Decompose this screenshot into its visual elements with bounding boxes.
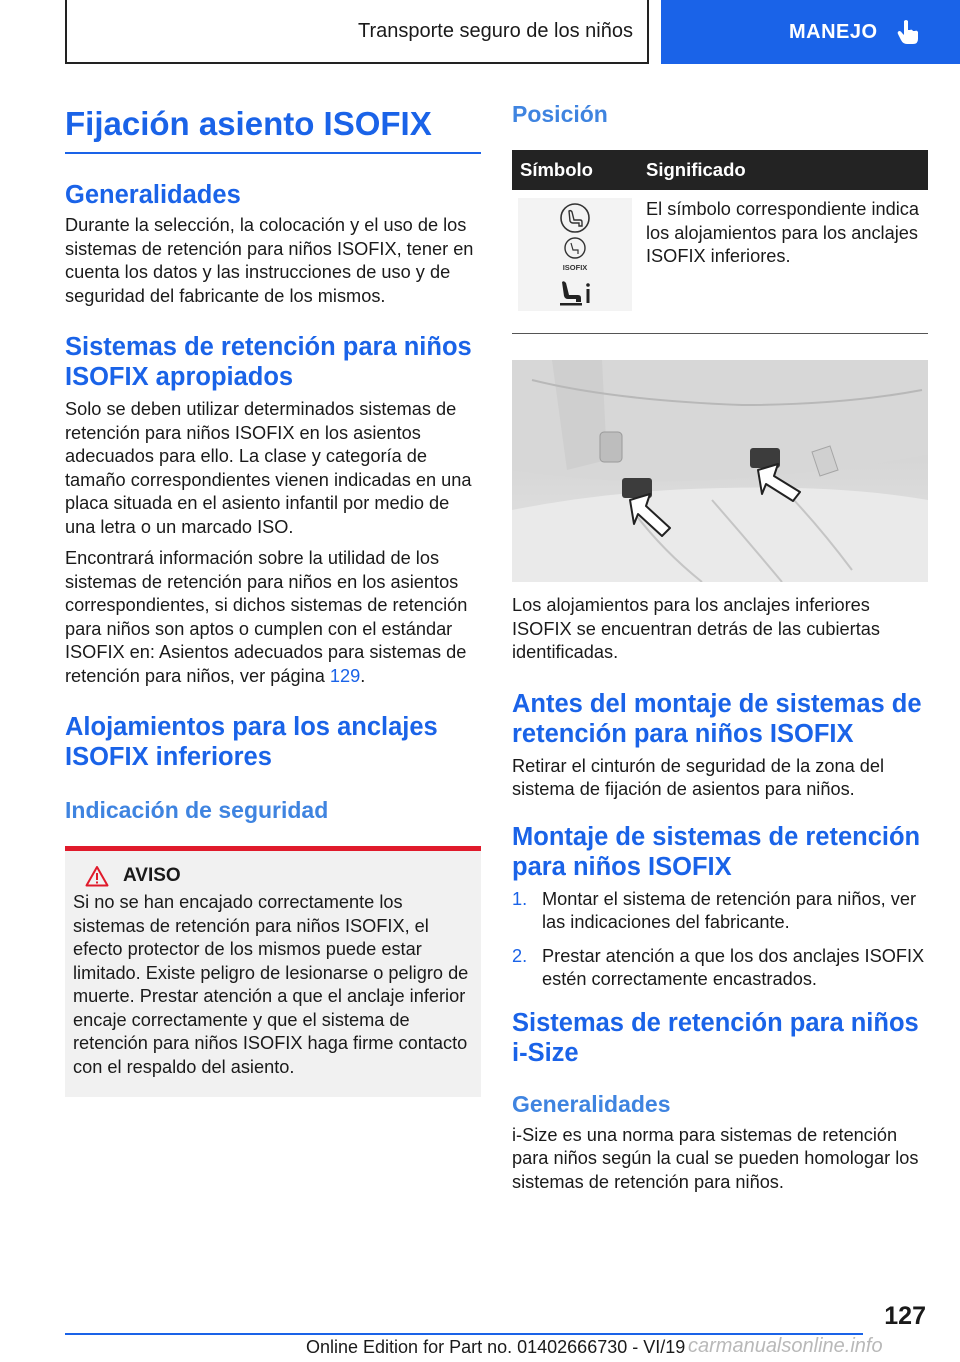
page-title: Fijación asiento ISOFIX (65, 104, 481, 154)
montaje-steps (512, 888, 928, 992)
page-link-129[interactable]: 129 (329, 665, 361, 686)
chapter-tab[interactable] (661, 0, 960, 64)
photo-caption: Los alojamientos para los anclajes inferiores ISOFIX se encuentran detrás de las cubiertas identificadas. (512, 595, 880, 662)
paragraph-antes: Retirar el cinturón de seguridad de la zona del sistema de fijación de asientos para niños. (512, 755, 885, 799)
warning-triangle-icon (85, 865, 109, 887)
heading-apropiados: Sistemas de retención para niños ISOFIX apropiados (65, 333, 472, 391)
paragraph-text: Encontrará información sobre la utilidad de los sistemas de retención para niños en los asientos correspondientes, si dichos sistemas de retención para niños son aptos o cumplen con el estándar ISOFIX en: Asientos adecuados para sistemas de retención para niños, ver página (65, 548, 468, 686)
section-title: Transporte seguro de los niños (358, 19, 633, 42)
table-header-symbol: Símbolo (512, 150, 638, 190)
table-bottom-rule (512, 333, 928, 334)
symbol-cell (512, 190, 638, 321)
paragraph-end: . (360, 665, 366, 686)
list-item (512, 888, 928, 935)
heading-posicion: Posición (512, 101, 608, 127)
isofix-seat-photo (512, 360, 928, 582)
footer-edition: Online Edition for Part no. 01402666730 - VI/19 (306, 1337, 686, 1357)
left-column (65, 104, 481, 1097)
warning-text: Si no se han encajado correctamente los sistemas de retención para niños ISOFIX, el efecto protector de los mismos puede estar limitado. Existe peligro de lesionarse o peligro de muerte. Prestar atención a que el anclaje inferior encaje correctamente y que el sistema de retención para niños ISOFIX haga firme contacto con el respaldo del asiento. (73, 892, 469, 1077)
rear-seat-illustration (512, 360, 928, 582)
warning-title: AVISO (123, 865, 181, 886)
paragraph-apropiados-1: Solo se deben utilizar determinados sistemas de retención para niños ISOFIX en los asientos adecuados para ello. La clase y categoría de tamaño correspondientes vienen indicadas en una placa situada en el asiento infantil por medio de una letra o un marcado ISO. (65, 399, 472, 537)
paragraph-apropiados-2 (65, 547, 481, 688)
heading-alojamientos: Alojamientos para los anclajes ISOFIX inferiores (65, 713, 438, 771)
isofix-label: ISOFIX (562, 263, 588, 272)
paragraph-isize: i-Size es una norma para sistemas de retención para niños según la cual se pueden homologar los sistemas de retención para niños. (512, 1124, 919, 1192)
meaning-cell: El símbolo correspondiente indica los alojamientos para los anclajes ISOFIX inferiores. (646, 199, 919, 266)
subheading-isize-generalidades: Generalidades (512, 1090, 671, 1117)
paragraph-generalidades: Durante la selección, la colocación y el uso de los sistemas de retención para niños ISOFIX, tener en cuenta los datos y las instrucciones de uso y de seguridad del fabricante de los mismos. (65, 215, 474, 306)
list-item (512, 945, 928, 992)
heading-antes: Antes del montaje de sistemas de retención para niños ISOFIX (512, 689, 922, 748)
isofix-symbols-icon (518, 198, 632, 311)
step-text: Montar el sistema de retención para niños, ver las indicaciones del fabricante. (542, 888, 917, 932)
header-section-title-box (65, 0, 649, 64)
step-text: Prestar atención a que los dos anclajes ISOFIX estén correctamente encastrados. (542, 945, 925, 989)
footer-watermark: carmanualsonline.info (688, 1335, 883, 1357)
warning-box (65, 846, 481, 1097)
heading-montaje: Montaje de sistemas de retención para niños ISOFIX (512, 822, 921, 881)
symbol-box (518, 198, 632, 311)
table-row (512, 190, 928, 321)
warning-title-row (73, 865, 473, 887)
step-number: 2. (512, 945, 528, 966)
hand-pointer-icon (896, 19, 920, 45)
table-header-meaning: Significado (638, 150, 928, 190)
table-header-row (512, 150, 928, 190)
chapter-label: MANEJO (789, 20, 878, 43)
subheading-seguridad: Indicación de seguridad (65, 797, 329, 823)
symbol-table (512, 150, 928, 321)
heading-generalidades: Generalidades (65, 181, 241, 209)
step-number: 1. (512, 888, 528, 909)
heading-isize: Sistemas de retención para niños i-Size (512, 1008, 919, 1067)
right-column (512, 100, 928, 1194)
warning-content (65, 851, 481, 1097)
page-number: 127 (884, 1302, 926, 1330)
